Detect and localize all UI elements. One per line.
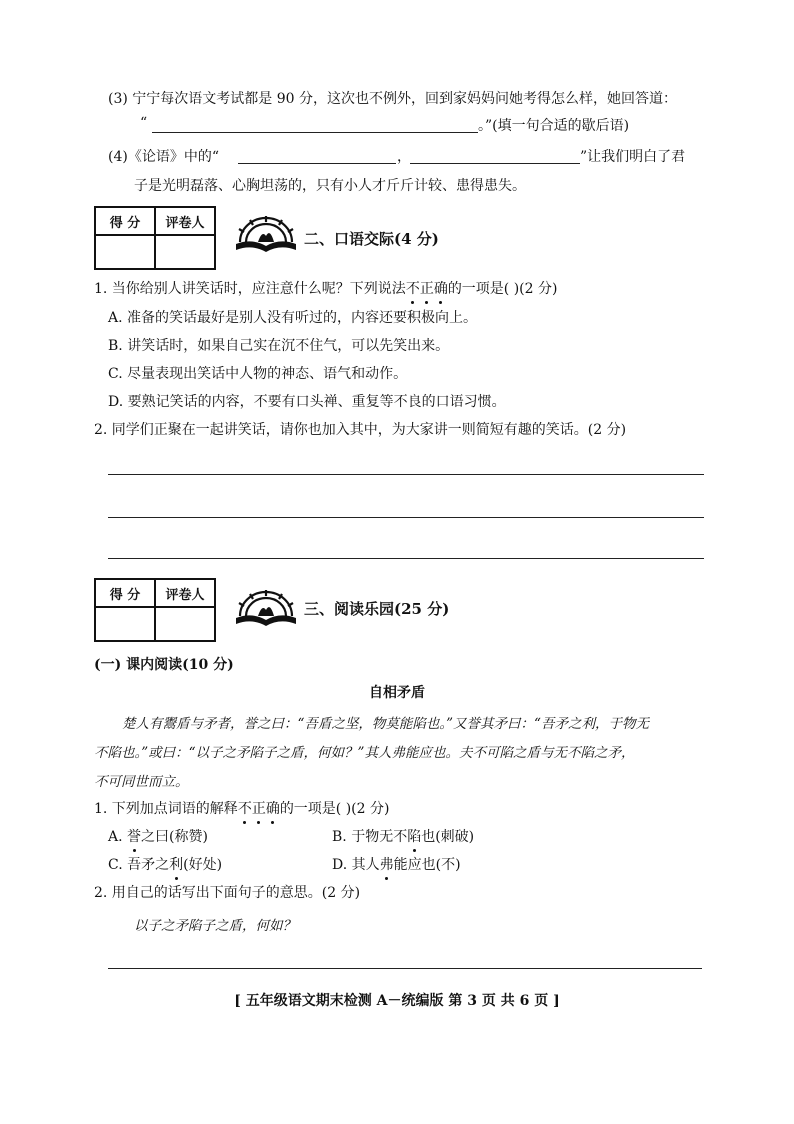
q3-open-quote: “	[140, 115, 148, 131]
option-prefix: A.	[108, 829, 128, 845]
emphasis-char: 确	[266, 798, 280, 818]
emphasis-char: 正	[420, 278, 434, 298]
option-text: (好处)	[183, 857, 223, 873]
q3-text: (3) 宁宁每次语文考试都是 90 分，这次也不例外，回到家妈妈问她考得怎么样，她回答道：	[108, 91, 677, 107]
answer-line-3[interactable]	[108, 558, 704, 559]
score-box-section2	[94, 206, 216, 270]
section3-option-a	[108, 826, 208, 846]
q3-answer-line[interactable]	[152, 132, 478, 133]
sun-over-open-book-icon	[232, 214, 300, 254]
section3-option-d	[332, 854, 461, 874]
emphasis-char: 弗	[380, 854, 394, 874]
option-text: 也(刺破)	[421, 829, 475, 845]
grader-cell[interactable]	[155, 235, 215, 269]
grader-cell[interactable]	[155, 607, 215, 641]
section2-option-a: A. 准备的笑话最好是别人没有听过的，内容还要积极向上。	[108, 310, 478, 326]
score-cell[interactable]	[95, 607, 155, 641]
score-box-section3	[94, 578, 216, 642]
section3-q1	[94, 798, 389, 818]
section3-q2: 2. 用自己的话写出下面句子的意思。(2 分)	[94, 885, 361, 901]
q4-comma: ，	[397, 149, 411, 165]
section2-q1-text-a: 1. 当你给别人讲笑话时，应注意什么呢？下列说法	[94, 281, 406, 297]
score-label: 得 分	[95, 207, 155, 235]
option-text: 能应也(不)	[393, 857, 461, 873]
section3-q2-sentence: 以子之矛陷子之盾，何如？	[134, 918, 296, 934]
q4-prefix: (4)《论语》中的“	[108, 149, 219, 165]
score-cell[interactable]	[95, 235, 155, 269]
answer-line-2[interactable]	[108, 517, 704, 518]
passage-line-1: 楚人有鬻盾与矛者，誉之曰：“吾盾之坚，物莫能陷也。”又誉其矛曰：“吾矛之利，于物无	[122, 716, 649, 732]
section3-subheading: (一) 课内阅读(10 分)	[94, 657, 234, 673]
grader-label: 评卷人	[155, 579, 215, 607]
emphasis-char: 不	[406, 278, 420, 298]
emphasis-char: 陷	[407, 826, 421, 846]
option-prefix: C. 吾矛之	[108, 857, 170, 873]
section3-q1-text-a: 1. 下列加点词语的解释	[94, 801, 238, 817]
section3-option-c	[108, 854, 222, 874]
section2-q1-text-b: 的一项是( )(2 分)	[447, 281, 558, 297]
q4-suffix: ”让我们明白了君	[580, 149, 686, 165]
emphasis-char: 确	[434, 278, 448, 298]
passage-line-3: 不可同世而立。	[94, 774, 189, 790]
section2-option-d: D. 要熟记笑话的内容，不要有口头禅、重复等不良的口语习惯。	[108, 394, 506, 410]
grader-label: 评卷人	[155, 207, 215, 235]
section2-title: 二、口语交际(4 分)	[304, 230, 439, 248]
q4-line2: 子是光明磊落、心胸坦荡的，只有小人才斤斤计较、患得患失。	[134, 178, 526, 194]
score-label: 得 分	[95, 579, 155, 607]
option-prefix: D. 其人	[332, 857, 380, 873]
answer-line-1[interactable]	[108, 474, 704, 475]
q4-answer-line-1[interactable]	[238, 163, 396, 164]
answer-line-4[interactable]	[108, 968, 702, 969]
section2-q2: 2. 同学们正聚在一起讲笑话，请你也加入其中，为大家讲一则简短有趣的笑话。(2 分)	[94, 422, 627, 438]
sun-over-open-book-icon	[232, 588, 300, 628]
page-footer: [ 五年级语文期末检测 A－统编版 第 3 页 共 6 页 ]	[234, 993, 560, 1009]
option-text: 之曰(称赞)	[141, 829, 208, 845]
emphasis-char: 不	[238, 798, 252, 818]
passage-title: 自相矛盾	[369, 685, 425, 701]
option-prefix: B. 于物无不	[332, 829, 408, 845]
section2-option-c: C. 尽量表现出笑话中人物的神态、语气和动作。	[108, 366, 408, 382]
section3-option-b	[332, 826, 474, 846]
section3-title: 三、阅读乐园(25 分)	[304, 600, 450, 618]
emphasis-char: 正	[252, 798, 266, 818]
q4-answer-line-2[interactable]	[410, 163, 580, 164]
q3-close-text: 。”(填一句合适的歇后语)	[478, 118, 630, 134]
emphasis-char: 誉	[127, 826, 141, 846]
passage-line-2: 不陷也。”或曰：“以子之矛陷子之盾，何如？”其人弗能应也。夫不可陷之盾与无不陷之矛，	[94, 745, 635, 761]
section2-q1	[94, 278, 557, 298]
section3-q1-text-b: 的一项是( )(2 分)	[279, 801, 390, 817]
section2-option-b: B. 讲笑话时，如果自己实在沉不住气，可以先笑出来。	[108, 338, 450, 354]
emphasis-char: 利	[169, 854, 183, 874]
